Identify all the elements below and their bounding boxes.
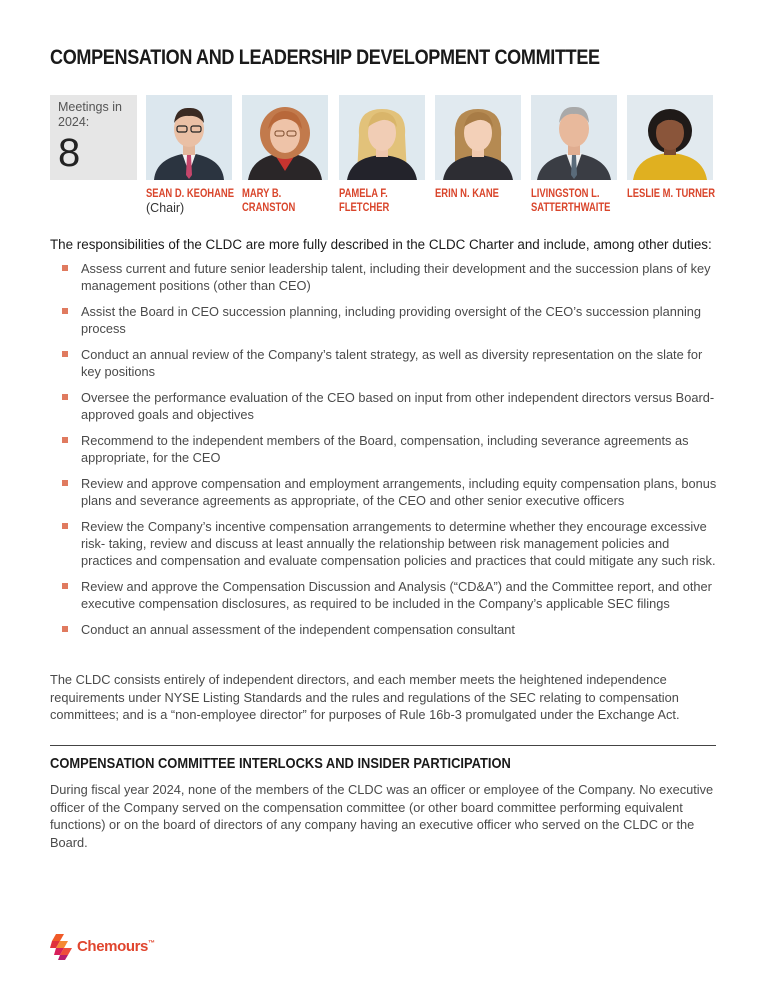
member-cranston [242,95,328,215]
member-photo [339,95,425,180]
member-turner [627,95,716,201]
person-portrait-icon [531,95,617,180]
square-bullet-icon [62,265,68,271]
list-item: Review and approve the Compensation Discussion and Analysis (“CD&A”) and the Committee report, and other executive compensation disclosures, as required to be included in the Company’s applicable SEC filings [62,578,722,612]
square-bullet-icon [62,523,68,529]
interlocks-title: COMPENSATION COMMITTEE INTERLOCKS AND INSIDER PARTICIPATION [50,755,511,772]
member-kane [435,95,521,201]
member-name: LESLIE M. TURNER [627,188,716,200]
member-name: MARY B. CRANSTON [242,188,296,214]
person-portrait-icon [627,95,713,180]
responsibilities-intro: The responsibilities of the CLDC are more fully described in the CLDC Charter and include, among other duties: [50,237,712,252]
list-item: Assess current and future senior leadership talent, including their development and the succession plans of key management positions (other than CEO) [62,260,722,294]
square-bullet-icon [62,308,68,314]
square-bullet-icon [62,351,68,357]
square-bullet-icon [62,626,68,632]
square-bullet-icon [62,583,68,589]
meetings-box [50,95,137,180]
list-item: Review and approve compensation and employment arrangements, including equity compensation plans, bonus plans and severance agreements as appropriate, of the CEO and other senior executive officers [62,475,722,509]
person-portrait-icon [435,95,521,180]
member-photo [146,95,232,180]
list-item: Conduct an annual assessment of the independent compensation consultant [62,621,722,638]
person-portrait-icon [339,95,425,180]
chemours-wordmark: Chemours™ [77,937,155,955]
square-bullet-icon [62,480,68,486]
member-photo [627,95,713,180]
person-portrait-icon [146,95,232,180]
member-name: PAMELA F. FLETCHER [339,188,390,214]
member-photo [531,95,617,180]
interlocks-body: During fiscal year 2024, none of the members of the CLDC was an officer or employee of the Company. No executive officer of the Company served on the compensation committee (or other board committee performing equivalent functions) or on the board of directors of any company having an executive officer who served on the CLDC or the Board. [50,782,714,850]
member-photo [242,95,328,180]
list-item: Review the Company’s incentive compensation arrangements to determine whether they encourage excessive risk- taking, review and discuss at least annually the relationship between risk management policies and practices and compensation and evaluate compensation policies and practices that could mitigate any such risk. [62,518,722,569]
member-role: (Chair) [146,201,185,215]
chemours-logo-icon [50,932,74,960]
chemours-logo [50,932,155,960]
member-keohane [146,95,235,215]
meetings-label: Meetings in [58,100,122,114]
square-bullet-icon [62,437,68,443]
meetings-count: 8 [58,131,81,175]
meetings-year: 2024: [58,115,90,129]
person-portrait-icon [242,95,328,180]
member-photo [435,95,521,180]
section-divider [50,745,716,746]
responsibilities-list [62,260,722,647]
square-bullet-icon [62,394,68,400]
member-satterthwaite [531,95,617,215]
list-item: Recommend to the independent members of the Board, compensation, including severance agreements as appropriate, for the CEO [62,432,722,466]
member-name: ERIN N. KANE [435,188,499,200]
independence-paragraph: The CLDC consists entirely of independent directors, and each member meets the heightened independence requirements under NYSE Listing Standards and the rules and regulations of the SEC relating to compensation committees; and is a “non-employee director” for purposes of Rule 16b-3 promulgated under the Exchange Act. [50,672,680,722]
member-name: SEAN D. KEOHANE [146,188,235,200]
member-name: LIVINGSTON L. SATTERTHWAITE [531,188,611,214]
list-item: Conduct an annual review of the Company’s talent strategy, as well as diversity representation on the slate for key positions [62,346,722,380]
page-title: COMPENSATION AND LEADERSHIP DEVELOPMENT COMMITTEE [50,46,600,69]
list-item: Oversee the performance evaluation of the CEO based on input from other independent directors versus Board- approved goals and objectives [62,389,722,423]
list-item: Assist the Board in CEO succession planning, including providing oversight of the CEO’s succession planning process [62,303,722,337]
member-fletcher [339,95,425,215]
